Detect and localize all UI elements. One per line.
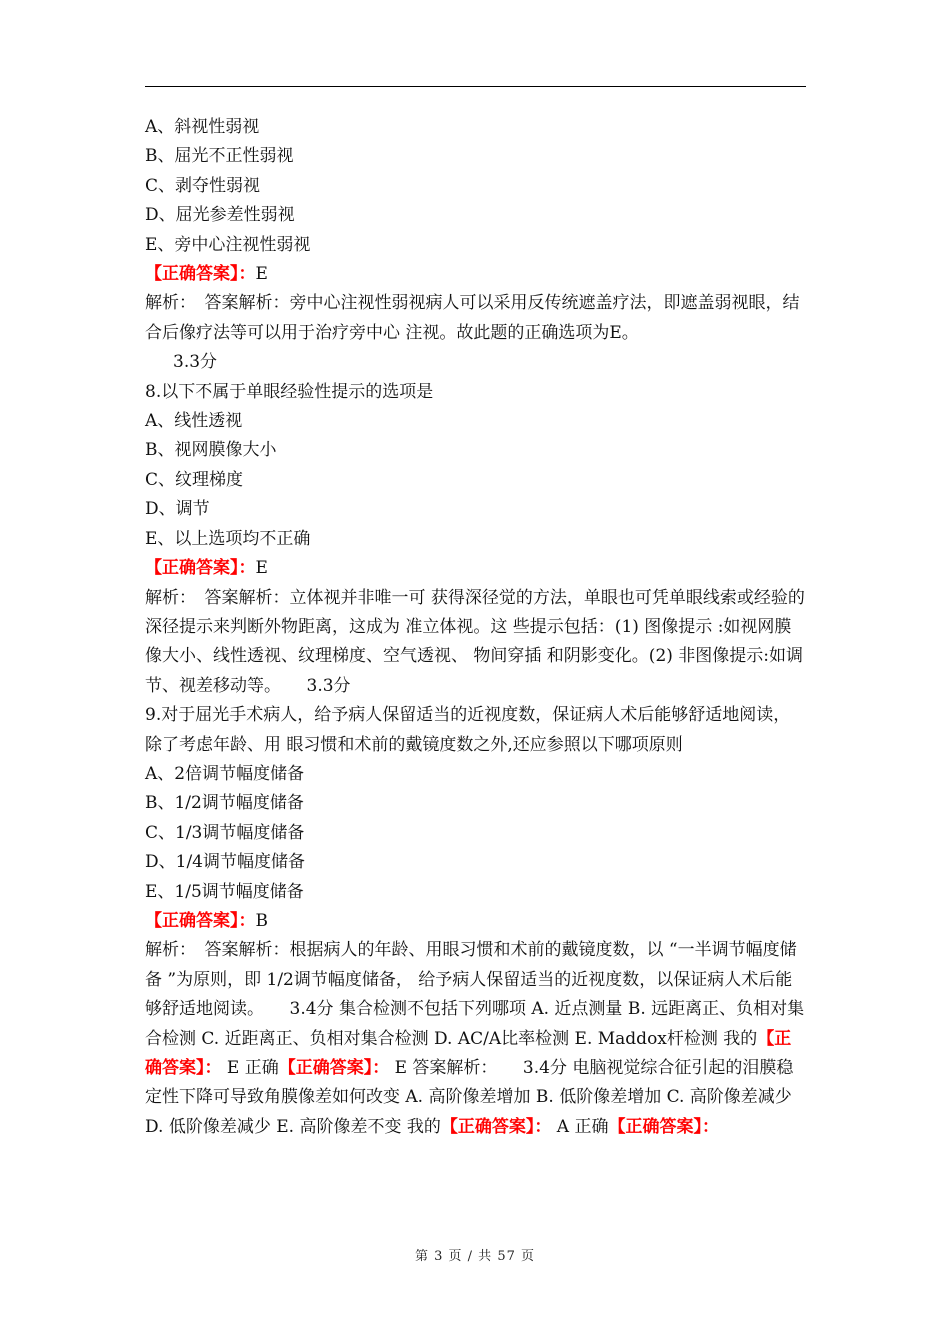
page-footer: 第 3 页 / 共 57 页 — [415, 1249, 535, 1264]
q9-option-c: C、1/3调节幅度储备 — [145, 822, 305, 843]
answer-value: E — [255, 264, 268, 285]
q7-analysis: 解析： 答案解析：旁中心注视性弱视病人可以采用反传统遮盖疗法，即遮盖弱视眼，结合后像疗法等可以用于治疗旁中心 注视。故此题的正确选项为E。 — [145, 293, 800, 343]
q8-analysis: 解析： 答案解析：立体视并非唯一可 获得深径觉的方法，单眼也可凭单眼线索或经验的深径提示来判断外物距离，这成为 准立体视。这 些提示包括：(1) 图像提示 :如视网膜像大小、线性透视、纹理梯度、空气透视、 物间穿插 和阴影变化。(2) 非图像提示:如调节、视差移动等。 3.3分 — [145, 587, 805, 696]
q7-answer — [145, 260, 806, 289]
answer-value: E — [255, 558, 268, 579]
answer-value: B — [255, 910, 268, 931]
answer-label: 【正确答案】： — [440, 1116, 552, 1137]
q7-option-b: B、屈光不正性弱视 — [145, 146, 294, 167]
header-rule — [145, 86, 806, 87]
q9-option-a: A、2倍调节幅度储备 — [145, 763, 305, 784]
answer-label: 【正确答案】： — [145, 558, 256, 579]
q8-answer — [145, 554, 806, 583]
q9-option-e: E、1/5调节幅度储备 — [145, 881, 304, 902]
q9-option-b: B、1/2调节幅度储备 — [145, 793, 304, 814]
q7-option-d: D、屈光参差性弱视 — [145, 205, 295, 226]
answer-label: 【正确答案】： — [608, 1116, 719, 1137]
q7-option-e: E、旁中心注视性弱视 — [145, 234, 311, 255]
q9-answer — [145, 907, 806, 936]
answer-label: 【正确答案】： — [145, 1028, 792, 1078]
q8-option-c: C、纹理梯度 — [145, 469, 244, 490]
q8-option-b: B、视网膜像大小 — [145, 440, 277, 461]
answer-label: 【正确答案】： — [145, 264, 256, 285]
q8-option-d: D、调节 — [145, 499, 210, 520]
q9-analysis — [145, 936, 806, 1142]
answer-label: 【正确答案】： — [278, 1058, 390, 1078]
analysis-text: 解析： 答案解析：根据病人的年龄、用眼习惯和术前的戴镜度数，以 “一半调节幅度储备 ”为原则，即 1/2调节幅度储备， 给予病人保留适当的近视度数，以保证病人术后能够舒适地阅读。 3.4分 集合检测不包括下列哪项 A. 近点测量 B. 远距离正、负相对集合检测 C. 近距离正、负相对集合检测 D. AC/A比率检测 E. Maddox杆检测 我的 — [145, 940, 805, 1049]
q8-option-a: A、线性透视 — [145, 411, 243, 432]
q7-option-a: A、斜视性弱视 — [145, 117, 260, 137]
q9-option-d: D、1/4调节幅度储备 — [145, 852, 305, 873]
q9-question: 9.对于屈光手术病人，给予病人保留适当的近视度数，保证病人术后能够舒适地阅读，除了考虑年龄、用 眼习惯和术前的戴镜度数之外,还应参照以下哪项原则 — [145, 705, 791, 755]
q8-question: 8.以下不属于单眼经验性提示的选项是 — [145, 381, 434, 402]
answer-label: 【正确答案】： — [145, 910, 256, 931]
page-content — [145, 113, 806, 1142]
q8-option-e: E、以上选项均不正确 — [145, 528, 311, 549]
analysis-text: A 正确 — [551, 1116, 609, 1137]
q7-score: 3.3分 — [173, 352, 218, 373]
analysis-text: E 正确 — [221, 1058, 279, 1078]
q7-option-c: C、剥夺性弱视 — [145, 175, 261, 196]
analysis-text: E 答案解析： 3.4分 电脑视觉综合征引起的泪膜稳定性下降可导致角膜像差如何改变 A. 高阶像差增加 B. 低阶像差增加 C. 高阶像差减少 D. 低阶像差减少 E. 高阶像差不变 我的 — [145, 1058, 794, 1137]
